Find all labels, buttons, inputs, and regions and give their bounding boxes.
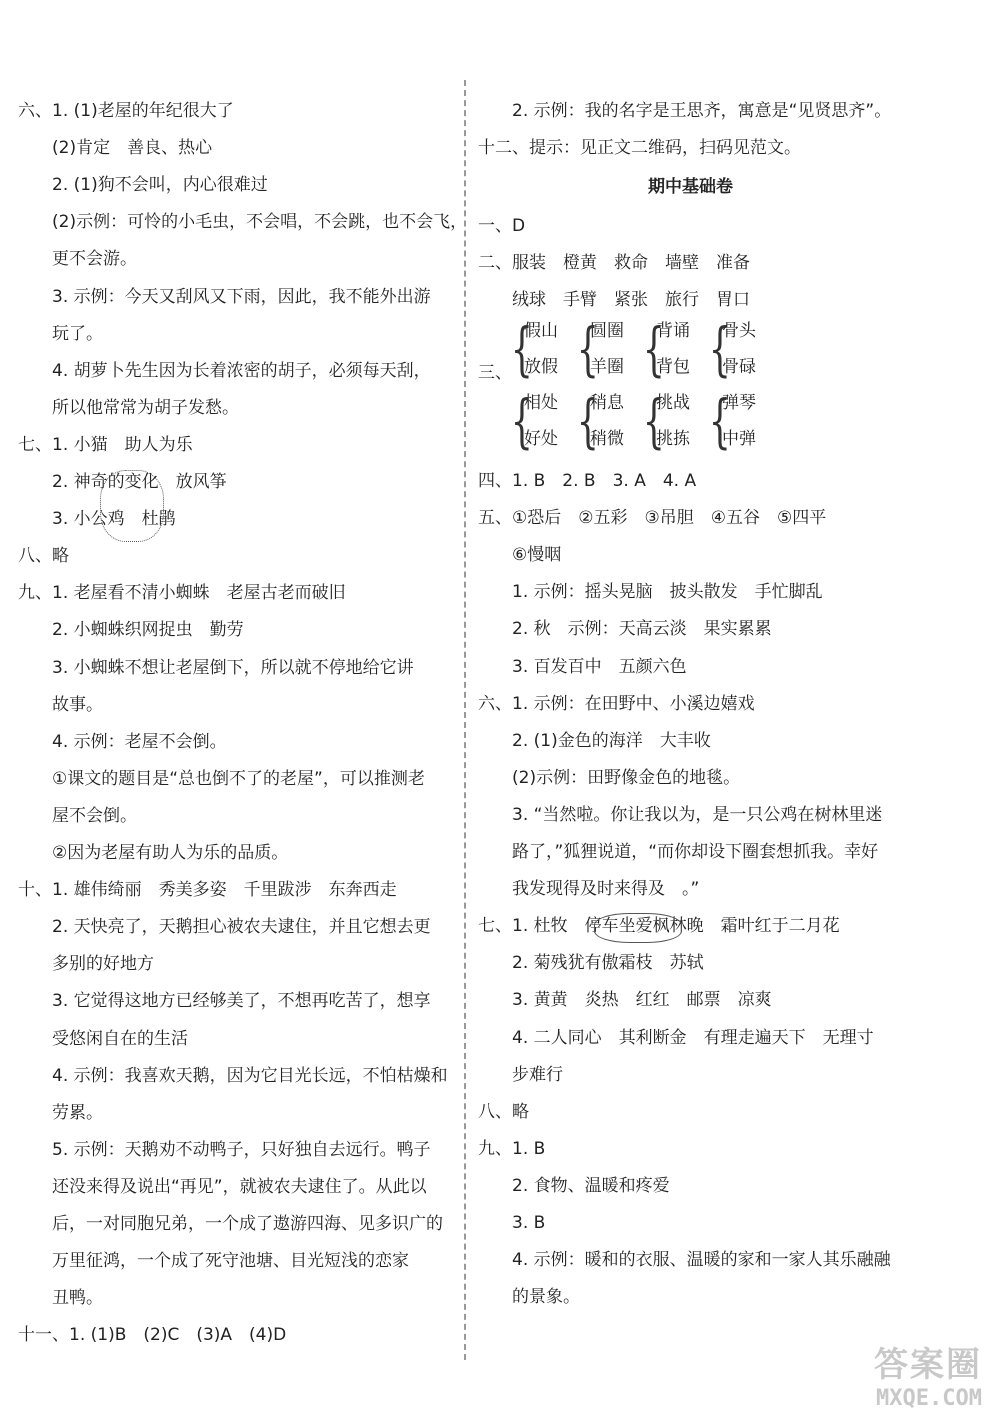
answer-line: 多别的好地方 — [52, 954, 154, 975]
answer-line: 3. 百发百中 五颜六色 — [512, 656, 687, 677]
answer-line: 3. 它觉得这地方已经够美了，不想再吃苦了，想享 — [52, 991, 431, 1012]
answer-line: 3. “当然啦。你让我以为，是一只公鸡在树林里迷 — [512, 804, 883, 825]
word-item: 假山 — [524, 321, 558, 341]
word-item: 挑拣 — [656, 429, 690, 449]
brace-symbol: { — [510, 315, 533, 383]
answer-line: 后，一对同胞兄弟，一个成了遨游四海、见多识广的 — [52, 1214, 443, 1234]
answer-line: 还没来得及说出“再见”，就被农夫逮住了。从此以 — [52, 1176, 427, 1197]
answer-line: 2. 菊残犹有傲霜枝 苏轼 — [512, 953, 704, 974]
answer-line: 2. (1)金色的海洋 大丰收 — [512, 730, 711, 751]
answer-line: 七、1. 杜牧 停车坐爱枫林晚 霜叶红于二月花 — [478, 916, 840, 937]
answer-line: 故事。 — [52, 694, 103, 715]
answer-line: 劳累。 — [52, 1102, 103, 1123]
answer-line: 的景象。 — [512, 1287, 580, 1308]
word-item: 圆圈 — [590, 321, 624, 341]
answer-line: 路了，”狐狸说道，“而你却设下圈套想抓我。幸好 — [512, 842, 879, 862]
word-item: 稍息 — [590, 393, 624, 413]
answer-line: 4. 胡萝卜先生因为长着浓密的胡子，必须每天刮， — [52, 360, 431, 381]
word-item: 相处 — [524, 393, 558, 413]
word-item: 背诵 — [656, 321, 690, 341]
answer-line: 玩了。 — [52, 323, 103, 344]
answer-line: 所以他常常为胡子发愁。 — [52, 397, 239, 418]
answer-line: 步难行 — [512, 1064, 563, 1085]
answer-line: 我发现得及时来得及 。” — [512, 879, 700, 900]
answer-line: 4. 示例：暖和的衣服、温暖的家和一家人其乐融融 — [512, 1250, 891, 1271]
answer-line: ②因为老屋有助人为乐的品质。 — [52, 843, 289, 863]
san-label: 三、 — [478, 363, 512, 383]
brace-symbol: { — [510, 387, 533, 455]
answer-line: 3. B — [512, 1213, 546, 1233]
answer-line: 九、1. 老屋看不清小蜘蛛 老屋古老而破旧 — [18, 583, 346, 604]
answer-line: 3. 黄黄 炎热 红红 邮票 凉爽 — [512, 990, 772, 1011]
column-divider — [464, 80, 466, 1360]
answer-line: 4. 二人同心 其利断金 有理走遍天下 无理寸 — [512, 1027, 874, 1048]
word-item: 骨碌 — [722, 357, 756, 377]
watermark-url: MXQE.COM — [876, 1386, 982, 1411]
answer-line: 八、略 — [18, 546, 69, 567]
brace-symbol: { — [708, 387, 731, 455]
answer-line: 六、1. (1)老屋的年纪很大了 — [18, 101, 234, 121]
word-item: 中弹 — [722, 429, 756, 449]
answer-line: 四、1. B 2. B 3. A 4. A — [478, 471, 697, 491]
answer-line: 3. 小蜘蛛不想让老屋倒下，所以就不停地给它讲 — [52, 657, 414, 678]
word-pair-group — [574, 315, 624, 383]
word-pair-group — [706, 315, 756, 383]
word-item: 放假 — [524, 357, 558, 377]
section-title: 期中基础卷 — [648, 177, 733, 197]
word-item: 羊圈 — [590, 357, 624, 377]
answer-line: 十二、提示：见正文二维码，扫码见范文。 — [478, 138, 801, 158]
word-item: 稍微 — [590, 429, 624, 449]
word-pair-group — [574, 387, 624, 455]
word-pair-group — [640, 387, 690, 455]
answer-line: 丑鸭。 — [52, 1288, 103, 1309]
answer-line: 1. 示例：摇头晃脑 披头散发 手忙脚乱 — [512, 582, 823, 603]
answer-line: 2. 神奇的变化 放风筝 — [52, 472, 227, 492]
word-item: 好处 — [524, 429, 558, 449]
answer-line: (2)示例：可怜的小毛虫，不会唱，不会跳，也不会飞， — [52, 212, 468, 233]
word-item: 弹琴 — [722, 393, 756, 413]
answer-line: 更不会游。 — [52, 249, 137, 270]
word-pair-group — [508, 315, 558, 383]
word-item: 骨头 — [722, 321, 756, 341]
watermark-logo-text: 答案圈 — [874, 1345, 982, 1385]
brace-symbol: { — [642, 387, 665, 455]
answer-line: ⑥慢咽 — [512, 545, 562, 566]
watermark — [812, 1337, 982, 1411]
answer-line: 五、①恐后 ②五彩 ③吊胆 ④五谷 ⑤四平 — [478, 508, 827, 529]
answer-line: 3. 小公鸡 杜鹃 — [52, 509, 176, 530]
answer-line: 2. 食物、温暖和疼爱 — [512, 1175, 670, 1196]
answer-line: 2. 小蜘蛛织网捉虫 勤劳 — [52, 620, 244, 641]
answer-line: 二、服装 橙黄 救命 墙壁 准备 — [478, 253, 750, 273]
word-item: 背包 — [656, 357, 690, 377]
answer-line: 绒球 手臂 紧张 旅行 胃口 — [512, 290, 750, 310]
word-pair-group — [508, 387, 558, 455]
brace-symbol: { — [708, 315, 731, 383]
answer-line: 受悠闲自在的生活 — [52, 1028, 188, 1049]
word-pair-group — [706, 387, 756, 455]
answer-line: 2. 天快亮了，天鹅担心被农夫逮住，并且它想去更 — [52, 917, 431, 938]
answer-line: (2)肯定 善良、热心 — [52, 138, 213, 159]
brace-symbol: { — [576, 315, 599, 383]
answer-line: 5. 示例：天鹅劝不动鸭子，只好独自去远行。鸭子 — [52, 1139, 431, 1160]
answer-line: 4. 示例：老屋不会倒。 — [52, 731, 227, 752]
word-pair-group — [640, 315, 690, 383]
answer-line: 2. (1)狗不会叫，内心很难过 — [52, 175, 268, 196]
answer-line: (2)示例：田野像金色的地毯。 — [512, 767, 741, 788]
answer-line: 一、D — [478, 216, 526, 236]
answer-line: 屋不会倒。 — [52, 805, 137, 826]
answer-line: 九、1. B — [478, 1138, 546, 1159]
answer-line: 七、1. 小猫 助人为乐 — [18, 434, 193, 455]
brace-symbol: { — [642, 315, 665, 383]
answer-line: 万里征鸿，一个成了死守池塘、目光短浅的恋家 — [52, 1251, 409, 1272]
answer-line: 2. 示例：我的名字是王思齐，寓意是“见贤思齐”。 — [512, 101, 892, 121]
brace-symbol: { — [576, 387, 599, 455]
answer-line: 十一、1. (1)B (2)C (3)A (4)D — [18, 1325, 287, 1346]
answer-line: 4. 示例：我喜欢天鹅，因为它目光长远，不怕枯燥和 — [52, 1065, 448, 1086]
word-item: 挑战 — [656, 393, 690, 413]
answer-line: 六、1. 示例：在田野中、小溪边嬉戏 — [478, 693, 755, 714]
answer-line: 3. 示例：今天又刮风又下雨，因此，我不能外出游 — [52, 286, 431, 307]
answer-line: ①课文的题目是“总也倒不了的老屋”，可以推测老 — [52, 768, 425, 789]
answer-line: 2. 秋 示例：天高云淡 果实累累 — [512, 619, 772, 640]
answer-line: 八、略 — [478, 1101, 529, 1122]
answer-line: 十、1. 雄伟绮丽 秀美多姿 千里跋涉 东奔西走 — [18, 880, 397, 901]
